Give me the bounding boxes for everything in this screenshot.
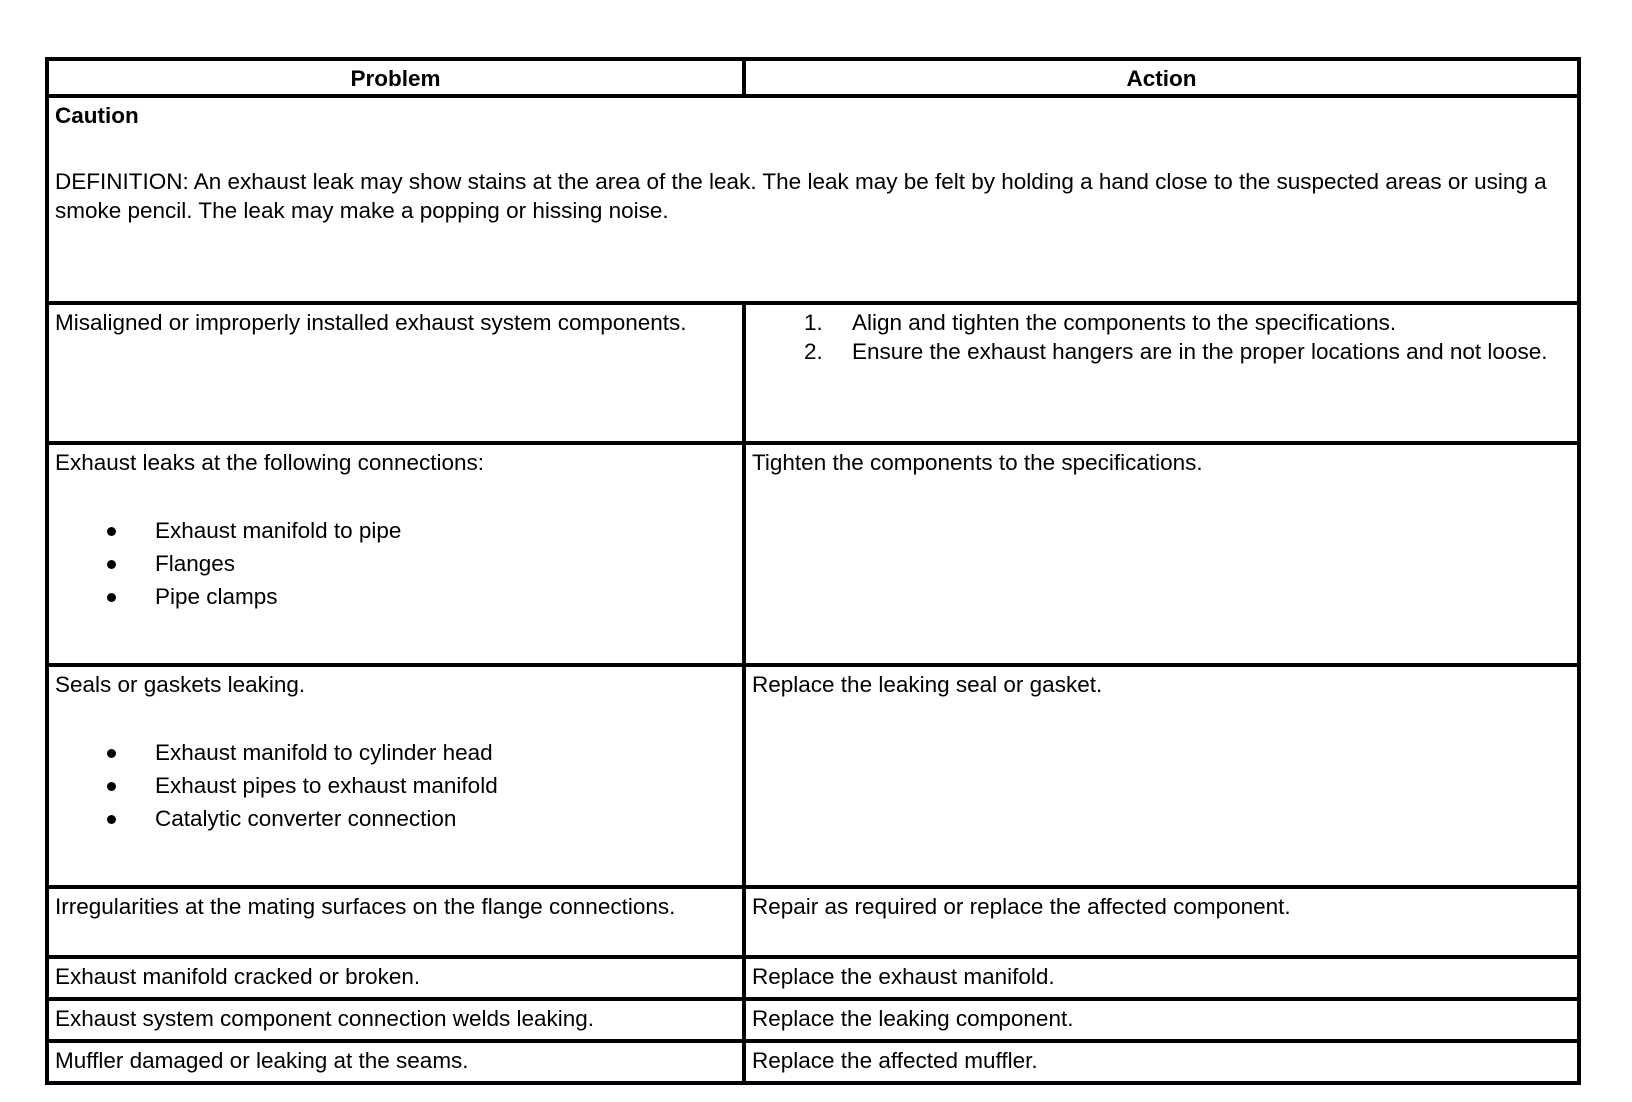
bullet-list (55, 514, 736, 613)
list-item (55, 547, 736, 580)
header-row (47, 59, 1579, 96)
list-item-text: Catalytic converter connection (155, 806, 457, 831)
step-number: 2. (804, 339, 823, 364)
diagnostic-table (45, 57, 1581, 1085)
action-text: Replace the affected muffler. (752, 1048, 1038, 1073)
action-step (752, 308, 1571, 337)
bullet-icon (107, 593, 116, 602)
step-text: Ensure the exhaust hangers are in the proper locations and not loose. (852, 339, 1548, 364)
list-item (55, 514, 736, 547)
problem-cell (47, 1041, 744, 1083)
action-cell (744, 999, 1579, 1041)
bullet-icon (107, 782, 116, 791)
action-cell (744, 303, 1579, 443)
problem-cell (47, 999, 744, 1041)
list-item-text: Pipe clamps (155, 584, 278, 609)
problem-text: Irregularities at the mating surfaces on the flange connections. (55, 894, 676, 919)
problem-cell (47, 443, 744, 665)
bullet-icon (107, 749, 116, 758)
problem-cell (47, 303, 744, 443)
action-text: Replace the leaking seal or gasket. (752, 672, 1103, 697)
caution-definition: DEFINITION: An exhaust leak may show stains at the area of the leak. The leak may be felt by holding a hand close to the suspected areas or using a smoke pencil. The leak may make a popping or hissing noise. (55, 169, 1547, 223)
list-item-text: Exhaust manifold to pipe (155, 518, 402, 543)
caution-title: Caution (55, 103, 139, 128)
problem-cell (47, 665, 744, 887)
action-cell (744, 443, 1579, 665)
problem-text: Seals or gaskets leaking. (55, 672, 306, 697)
action-cell (744, 887, 1579, 957)
caution-cell (47, 96, 1579, 303)
problem-text: Muffler damaged or leaking at the seams. (55, 1048, 469, 1073)
action-text: Replace the leaking component. (752, 1006, 1074, 1031)
header-action: Action (744, 59, 1579, 96)
table-row (47, 957, 1579, 999)
table-row (47, 665, 1579, 887)
problem-text: Misaligned or improperly installed exhaust system components. (55, 310, 687, 335)
table-row (47, 887, 1579, 957)
table-row (47, 999, 1579, 1041)
problem-cell (47, 957, 744, 999)
list-item-text: Exhaust manifold to cylinder head (155, 740, 493, 765)
header-problem: Problem (47, 59, 744, 96)
list-item (55, 769, 736, 802)
table-row (47, 303, 1579, 443)
step-text: Align and tighten the components to the specifications. (852, 310, 1397, 335)
action-cell (744, 957, 1579, 999)
action-text: Tighten the components to the specifications. (752, 450, 1203, 475)
list-item (55, 736, 736, 769)
action-steps (752, 308, 1571, 366)
step-number: 1. (804, 310, 823, 335)
action-text: Replace the exhaust manifold. (752, 964, 1055, 989)
bullet-icon (107, 815, 116, 824)
table-row (47, 443, 1579, 665)
list-item (55, 802, 736, 835)
action-cell (744, 1041, 1579, 1083)
problem-text: Exhaust leaks at the following connections: (55, 450, 485, 475)
list-item-text: Exhaust pipes to exhaust manifold (155, 773, 498, 798)
bullet-icon (107, 560, 116, 569)
list-item (55, 580, 736, 613)
problem-text: Exhaust system component connection welds leaking. (55, 1006, 595, 1031)
table-row (47, 1041, 1579, 1083)
action-cell (744, 665, 1579, 887)
action-text: Repair as required or replace the affected component. (752, 894, 1291, 919)
bullet-list (55, 736, 736, 835)
bullet-icon (107, 527, 116, 536)
action-step (752, 337, 1571, 366)
problem-cell (47, 887, 744, 957)
caution-row (47, 96, 1579, 303)
list-item-text: Flanges (155, 551, 236, 576)
problem-text: Exhaust manifold cracked or broken. (55, 964, 421, 989)
